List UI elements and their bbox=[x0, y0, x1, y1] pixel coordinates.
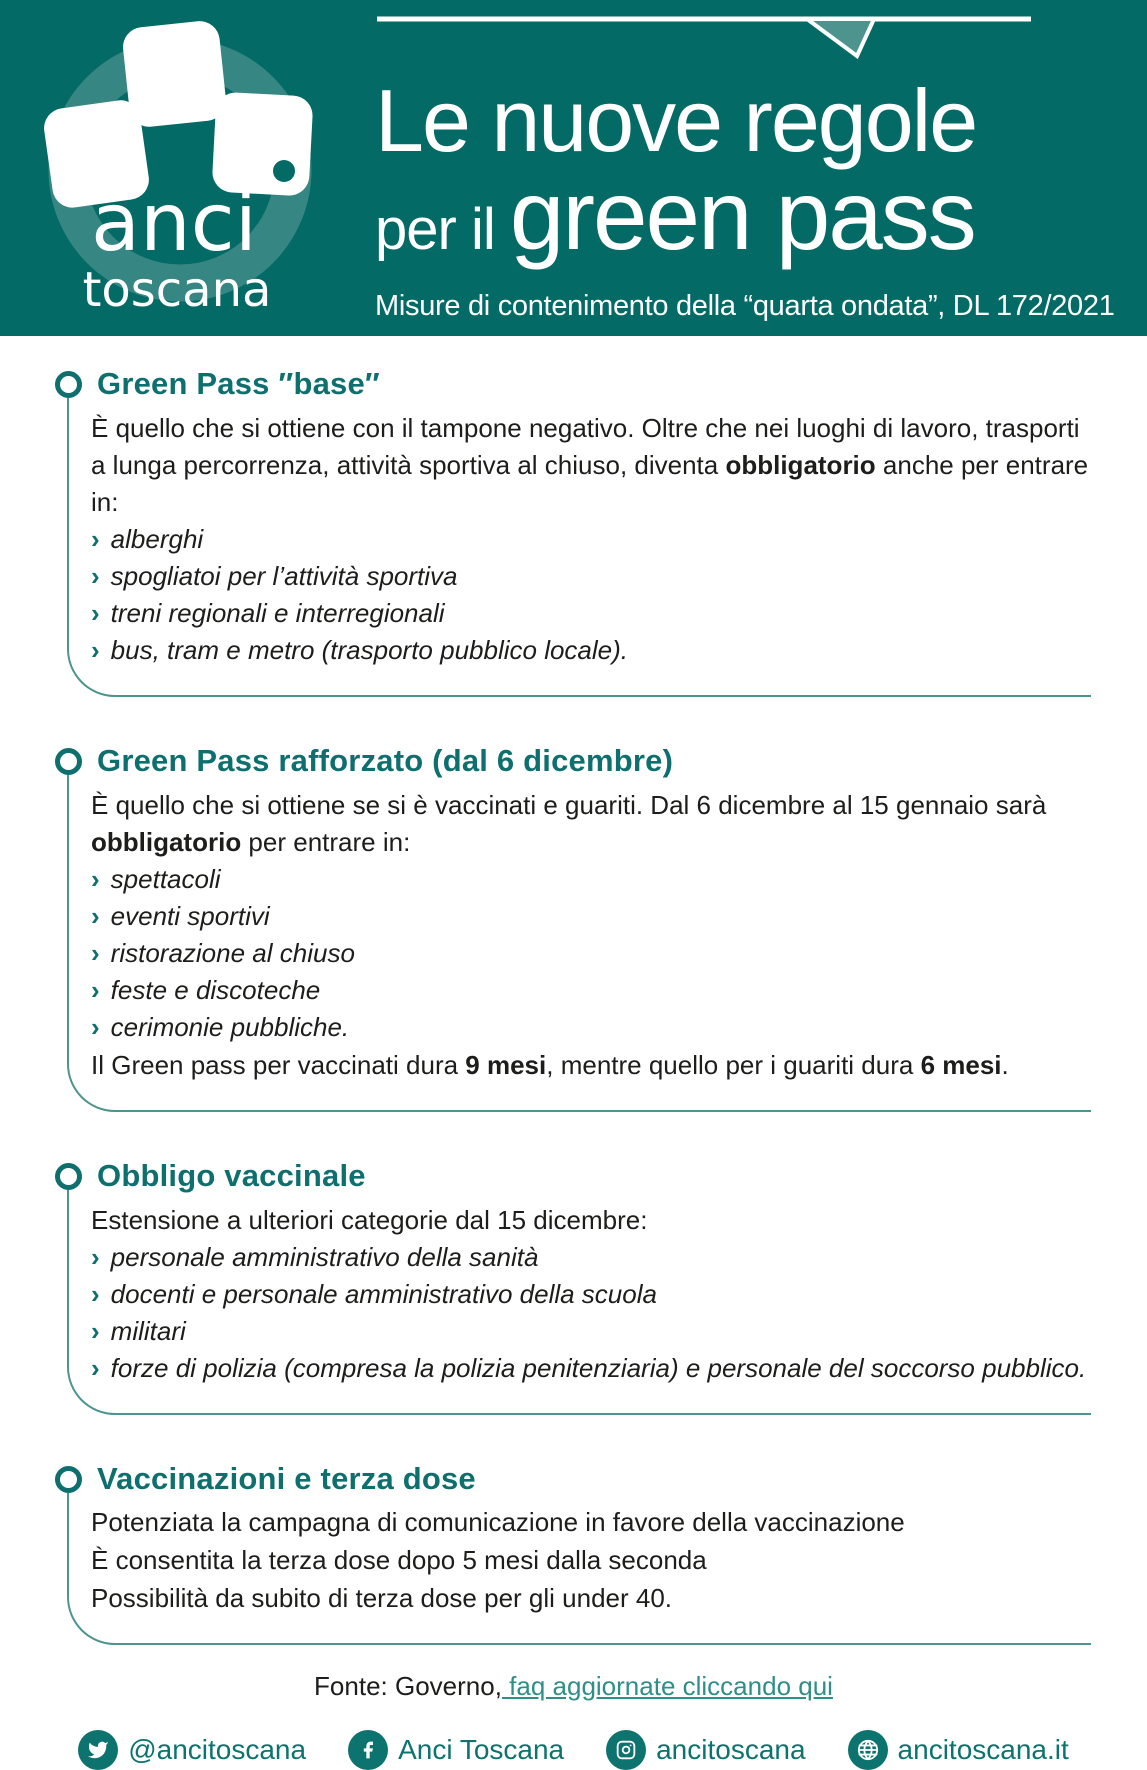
chevron-bullet-icon: › bbox=[91, 938, 100, 968]
section-header bbox=[54, 1158, 1093, 1194]
section-paragraph: Estensione a ulteriori categorie dal 15 dicembre: bbox=[91, 1205, 648, 1235]
list-item-text: forze di polizia (compresa la polizia penitenziaria) e personale del soccorso pubblico. bbox=[110, 1353, 1087, 1383]
chevron-bullet-icon: › bbox=[91, 1279, 100, 1309]
chevron-bullet-icon: › bbox=[91, 1316, 100, 1346]
list-item bbox=[91, 558, 1091, 595]
logo-word-toscana: toscana bbox=[82, 262, 272, 318]
twitter-icon bbox=[78, 1730, 118, 1770]
logo-word-anci: anci bbox=[91, 176, 257, 269]
social-label: ancitoscana bbox=[656, 1734, 806, 1765]
chevron-bullet-icon: › bbox=[91, 1012, 100, 1042]
list-item bbox=[91, 595, 1091, 632]
list-item bbox=[91, 1313, 1091, 1350]
list-item bbox=[91, 972, 1091, 1009]
chevron-bullet-icon: › bbox=[91, 561, 100, 591]
section-body bbox=[67, 398, 1091, 697]
circle-bullet-icon bbox=[55, 371, 82, 398]
chevron-bullet-icon: › bbox=[91, 901, 100, 931]
list-item bbox=[91, 1276, 1091, 1313]
section-body bbox=[67, 775, 1091, 1112]
title-line2-small: per il bbox=[375, 196, 510, 262]
section-footnote: Il Green pass per vaccinati dura 9 mesi, mentre quello per i guariti dura 6 mesi. bbox=[91, 1050, 1009, 1080]
section-body bbox=[67, 1493, 1091, 1645]
list-item bbox=[91, 935, 1091, 972]
list-item bbox=[91, 1239, 1091, 1276]
section-line: Possibilità da subito di terza dose per gli under 40. bbox=[91, 1583, 673, 1613]
section-line: È consentita la terza dose dopo 5 mesi dalla seconda bbox=[91, 1545, 707, 1575]
source-line bbox=[54, 1671, 1093, 1702]
section-header bbox=[54, 1461, 1093, 1497]
section-title: Green Pass ″base″ bbox=[97, 366, 380, 401]
facebook-icon bbox=[348, 1730, 388, 1770]
section-title: Obbligo vaccinale bbox=[97, 1158, 366, 1193]
circle-bullet-icon bbox=[55, 1466, 82, 1493]
section-obbligo-vaccinale bbox=[54, 1158, 1093, 1415]
subtitle: Misure di contenimento della “quarta ondata”, DL 172/2021 bbox=[375, 289, 1115, 322]
section-header bbox=[54, 366, 1093, 402]
list-item bbox=[91, 521, 1091, 558]
bullet-list bbox=[91, 1239, 1091, 1387]
list-item bbox=[91, 1350, 1091, 1387]
circle-bullet-icon bbox=[55, 1163, 82, 1190]
header-banner bbox=[0, 0, 1147, 336]
chevron-bullet-icon: › bbox=[91, 524, 100, 554]
list-item-text: personale amministrativo della sanità bbox=[110, 1242, 539, 1272]
social-website[interactable] bbox=[848, 1730, 1069, 1770]
section-line: Potenziata la campagna di comunicazione in favore della vaccinazione bbox=[91, 1507, 905, 1537]
title-line2-big: green pass bbox=[509, 159, 975, 270]
section-title: Green Pass rafforzato (dal 6 dicembre) bbox=[97, 743, 674, 778]
social-label: @ancitoscana bbox=[128, 1734, 307, 1765]
chevron-bullet-icon: › bbox=[91, 1353, 100, 1383]
list-item bbox=[91, 1009, 1091, 1046]
page-title bbox=[375, 71, 1115, 270]
list-item-text: bus, tram e metro (trasporto pubblico locale). bbox=[110, 635, 629, 665]
list-item-text: cerimonie pubbliche. bbox=[110, 1012, 350, 1042]
section-title: Vaccinazioni e terza dose bbox=[97, 1461, 476, 1496]
list-item-text: spogliatoi per l’attività sportiva bbox=[110, 561, 458, 591]
list-item-text: ristorazione al chiuso bbox=[110, 938, 355, 968]
source-text: Fonte: Governo, bbox=[314, 1671, 502, 1701]
chevron-bullet-icon: › bbox=[91, 635, 100, 665]
section-paragraph: È quello che si ottiene con il tampone negativo. Oltre che nei luoghi di lavoro, trasporti a lunga percorrenza, attività sportiva al chiuso, diventa obbligatorio anche per entrare in: bbox=[91, 413, 1089, 517]
chevron-bullet-icon: › bbox=[91, 975, 100, 1005]
chevron-bullet-icon: › bbox=[91, 1242, 100, 1272]
circle-bullet-icon bbox=[55, 748, 82, 775]
section-body bbox=[67, 1190, 1091, 1415]
globe-icon bbox=[848, 1730, 888, 1770]
title-line1: Le nuove regole bbox=[375, 71, 977, 170]
list-item bbox=[91, 861, 1091, 898]
social-row bbox=[54, 1730, 1093, 1770]
list-item-text: feste e discoteche bbox=[110, 975, 321, 1005]
social-twitter[interactable] bbox=[78, 1730, 306, 1770]
section-green-pass-rafforzato bbox=[54, 743, 1093, 1112]
social-instagram[interactable] bbox=[606, 1730, 805, 1770]
list-item bbox=[91, 898, 1091, 935]
list-item-text: spettacoli bbox=[110, 864, 221, 894]
main-content bbox=[0, 336, 1147, 1770]
speech-bubble-line bbox=[375, 14, 1035, 62]
section-vaccinazioni-terza-dose bbox=[54, 1461, 1093, 1645]
list-item-text: militari bbox=[110, 1316, 186, 1346]
anci-toscana-logo bbox=[22, 8, 334, 326]
bullet-list bbox=[91, 861, 1091, 1046]
chevron-bullet-icon: › bbox=[91, 598, 100, 628]
chevron-bullet-icon: › bbox=[91, 864, 100, 894]
bullet-list bbox=[91, 521, 1091, 669]
list-item-text: eventi sportivi bbox=[110, 901, 270, 931]
social-facebook[interactable] bbox=[348, 1730, 564, 1770]
title-block bbox=[375, 14, 1115, 323]
list-item-text: alberghi bbox=[110, 524, 204, 554]
social-label: Anci Toscana bbox=[398, 1734, 565, 1765]
section-green-pass-base bbox=[54, 366, 1093, 697]
social-label: ancitoscana.it bbox=[897, 1734, 1069, 1765]
list-item-text: treni regionali e interregionali bbox=[110, 598, 445, 628]
faq-link[interactable]: faq aggiornate cliccando qui bbox=[501, 1671, 833, 1701]
list-item-text: docenti e personale amministrativo della scuola bbox=[110, 1279, 657, 1309]
list-item bbox=[91, 632, 1091, 669]
logo-dot bbox=[273, 160, 295, 182]
section-paragraph: È quello che si ottiene se si è vaccinati e guariti. Dal 6 dicembre al 15 gennaio sarà obbligatorio per entrare in: bbox=[91, 790, 1047, 857]
instagram-icon bbox=[606, 1730, 646, 1770]
section-header bbox=[54, 743, 1093, 779]
